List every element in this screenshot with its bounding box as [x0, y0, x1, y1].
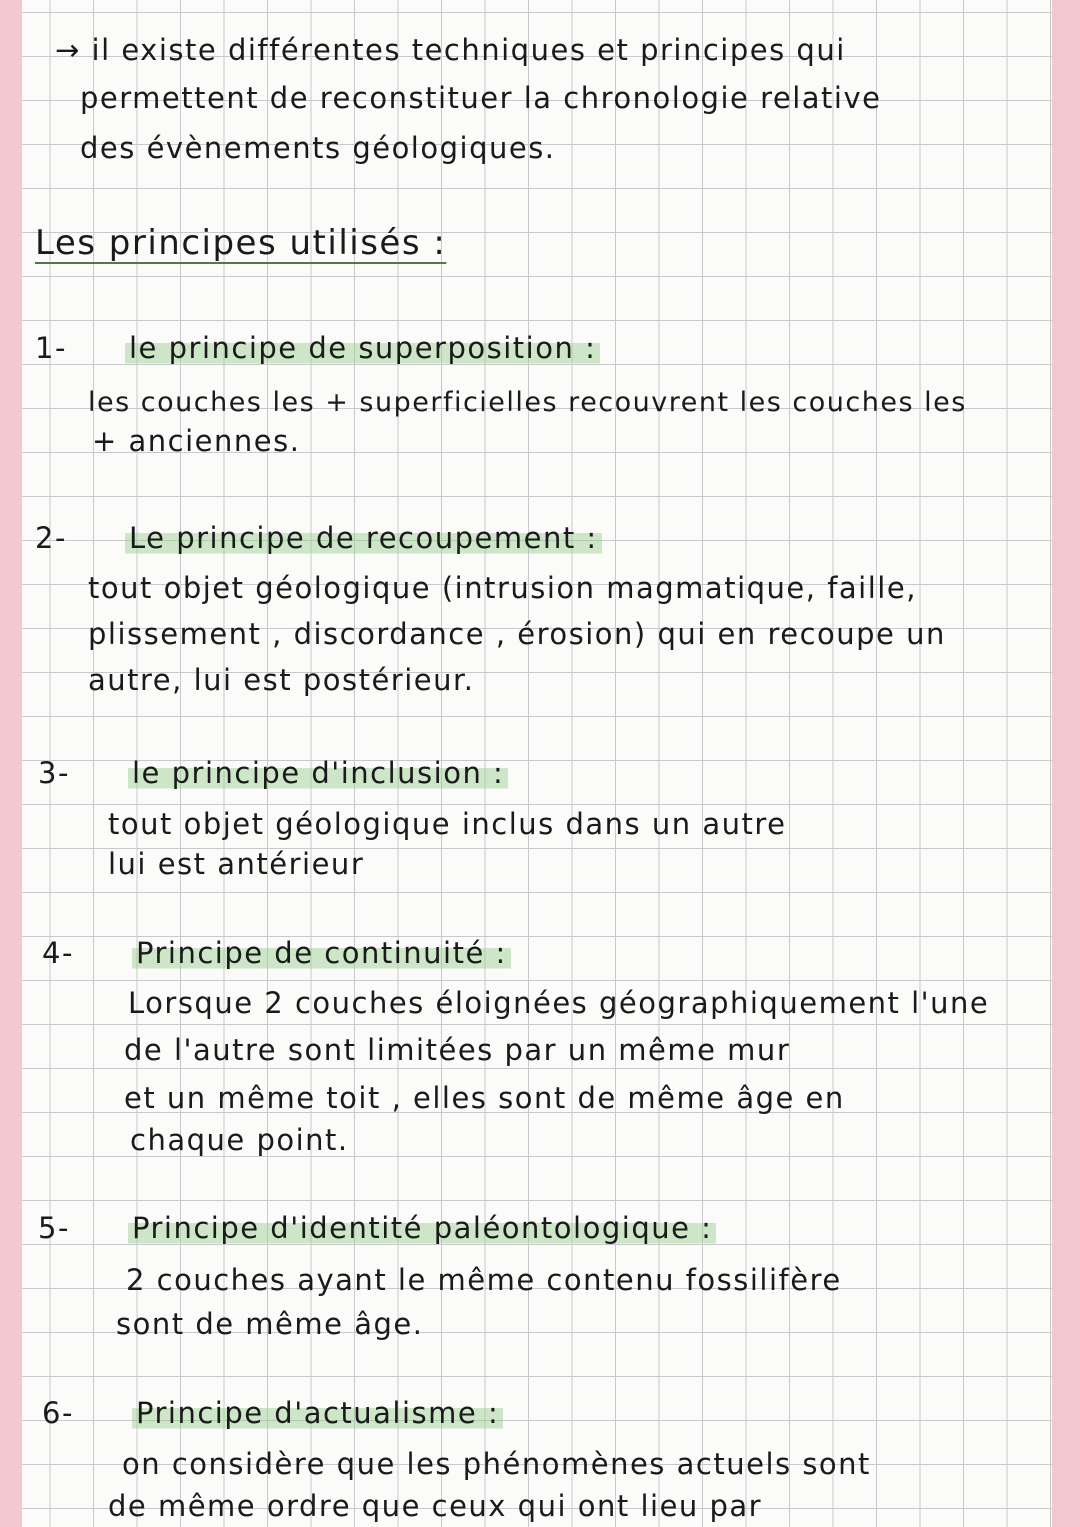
principle-line: plissement , discordance , érosion) qui en recoupe un	[88, 617, 946, 651]
principle-line: sont de même âge.	[116, 1307, 424, 1341]
principle-line: les couches les + superficielles recouvrent les couches les	[88, 387, 967, 418]
principle-title-5	[38, 1210, 716, 1246]
principle-number: 4-	[42, 936, 74, 970]
section-heading: Les principes utilisés :	[35, 223, 447, 263]
principle-title-2	[35, 520, 602, 556]
right-margin-line	[1052, 0, 1080, 1527]
principle-line: lui est antérieur	[108, 847, 365, 881]
principle-number: 1-	[35, 331, 67, 365]
principle-title-6	[42, 1395, 503, 1431]
principle-line: on considère que les phénomènes actuels sont	[122, 1447, 871, 1481]
principle-title: Le principe de recoupement :	[125, 521, 602, 555]
principle-title: le principe d'inclusion :	[128, 756, 508, 790]
intro-line: permettent de reconstituer la chronologie relative	[80, 81, 882, 115]
principle-number: 5-	[38, 1211, 70, 1245]
principle-number: 2-	[35, 521, 67, 555]
principle-line: tout objet géologique (intrusion magmatique, faille,	[88, 571, 917, 605]
principle-line: de même ordre que ceux qui ont lieu par	[108, 1489, 763, 1523]
principle-line: tout objet géologique inclus dans un autre	[108, 807, 787, 841]
principle-title-3	[38, 755, 508, 791]
principle-title: le principe de superposition :	[125, 331, 600, 365]
principle-line: et un même toit , elles sont de même âge en	[124, 1081, 845, 1115]
principle-line: 2 couches ayant le même contenu fossilifère	[126, 1263, 842, 1297]
principle-line: Lorsque 2 couches éloignées géographiquement l'une	[128, 986, 990, 1020]
principle-line: autre, lui est postérieur.	[88, 663, 475, 697]
principle-title: Principe d'identité paléontologique :	[128, 1211, 716, 1245]
principle-line: de l'autre sont limitées par un même mur	[124, 1033, 791, 1067]
left-margin-line	[0, 0, 22, 1527]
principle-number: 3-	[38, 756, 70, 790]
principle-title: Principe de continuité :	[132, 936, 511, 970]
principle-title-1	[35, 330, 600, 366]
intro-line: → il existe différentes techniques et principes qui	[55, 33, 846, 67]
principle-line: chaque point.	[130, 1123, 349, 1157]
principle-title: Principe d'actualisme :	[132, 1396, 503, 1430]
principle-number: 6-	[42, 1396, 74, 1430]
principle-title-4	[42, 935, 511, 971]
intro-line: des évènements géologiques.	[80, 131, 556, 165]
principle-line: + anciennes.	[92, 424, 301, 458]
